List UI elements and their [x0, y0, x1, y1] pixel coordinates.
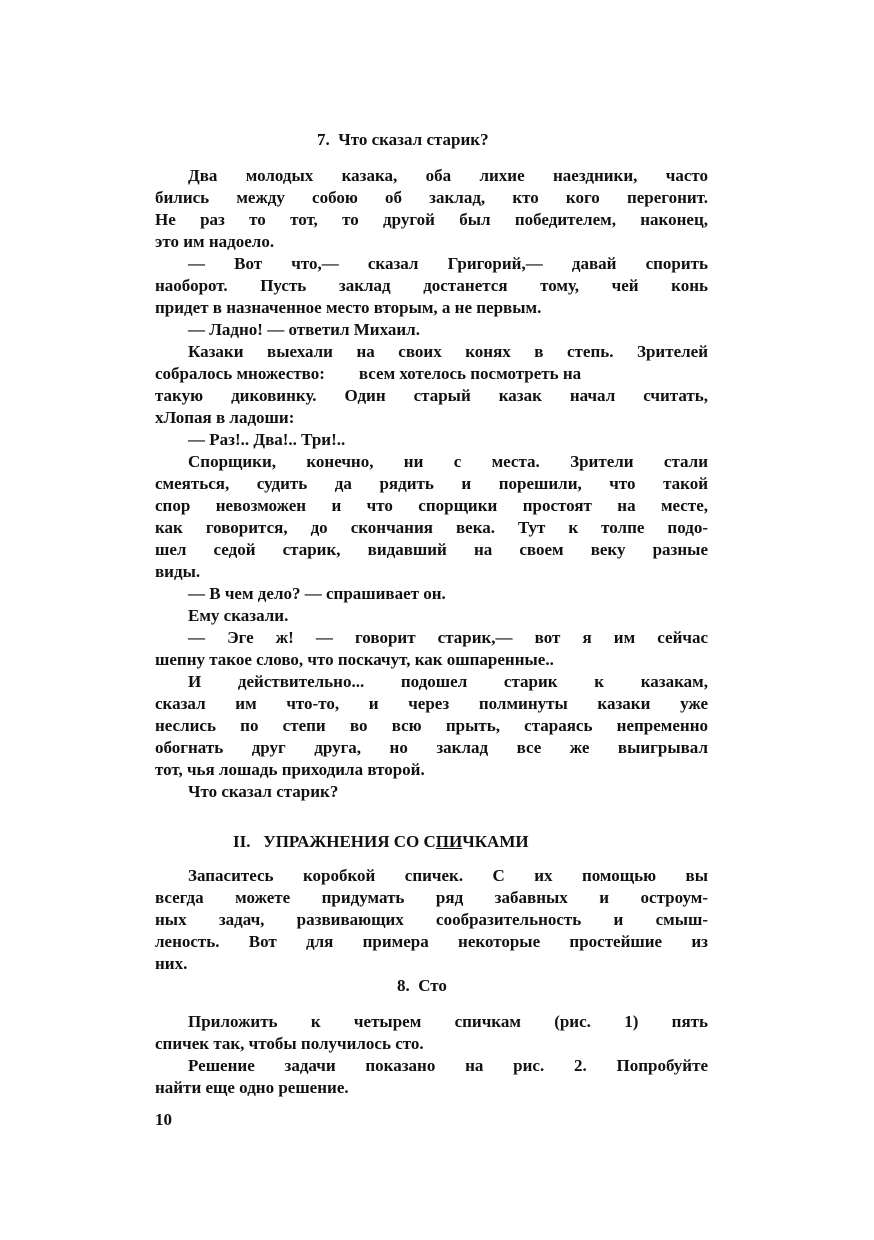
text-line: Приложить к четырем спичкам (рис. 1) пять: [188, 1012, 708, 1031]
problem-7-heading: 7. Что сказал старик?: [317, 130, 489, 149]
text-line: виды.: [155, 562, 201, 581]
text-line: обогнать друг друга, но заклад все же выигрывал: [155, 738, 708, 757]
text-line: наоборот. Пусть заклад достанется тому, чей конь: [155, 276, 708, 295]
text-line: спичек так, чтобы получилось сто.: [155, 1034, 424, 1053]
text-line: шепну такое слово, что поскачут, как ошпаренные..: [155, 650, 554, 669]
text-line: ных задач, развивающих сообразительность и смыш-: [155, 910, 708, 929]
text-line: бились между собою об заклад, кто кого перегонит.: [155, 188, 708, 207]
text-line: как говорится, до скончания века. Тут к толпе подо-: [155, 518, 708, 537]
text-line: всегда можете придумать ряд забавных и остроум-: [155, 888, 708, 907]
problem-8-heading: 8. Сто: [397, 976, 447, 995]
text-line: — В чем дело? — спрашивает он.: [188, 584, 446, 603]
text-line: И действительно... подошел старик к казакам,: [188, 672, 708, 691]
section-heading-post: ЧКАМИ: [462, 832, 529, 851]
page-number: 10: [155, 1110, 172, 1129]
text-line: спор невозможен и что спорщики простоят на месте,: [155, 496, 708, 515]
text-line: придет в назначенное место вторым, а не первым.: [155, 298, 542, 317]
text-line: тот, чья лошадь приходила второй.: [155, 760, 425, 779]
text-line: Запаситесь коробкой спичек. С их помощью вы: [188, 866, 708, 885]
text-line: — Эге ж! — говорит старик,— вот я им сейчас: [188, 628, 708, 647]
text-line: хЛопая в ладоши:: [155, 408, 295, 427]
text-line: такую диковинку. Один старый казак начал считать,: [155, 386, 708, 405]
text-line: Решение задачи показано на рис. 2. Попробуйте: [188, 1056, 708, 1075]
text-line: это им надоело.: [155, 232, 275, 251]
section-heading-underlined: ПИ: [435, 832, 463, 851]
text-line: собралось множество: всем хотелось посмотреть на: [155, 364, 582, 383]
text-line: Ему сказали.: [188, 606, 289, 625]
text-line: неслись по степи во всю прыть, стараясь непременно: [155, 716, 708, 735]
text-line: найти еще одно решение.: [155, 1078, 349, 1097]
text-line: смеяться, судить да рядить и порешили, что такой: [155, 474, 708, 493]
text-line: сказал им что-то, и через полминуты казаки уже: [155, 694, 708, 713]
text-line: Что сказал старик?: [188, 782, 339, 801]
text-line: — Раз!.. Два!.. Три!..: [188, 430, 346, 449]
text-line: Два молодых казака, оба лихие наездники, часто: [188, 166, 708, 185]
text-line: Казаки выехали на своих конях в степь. Зрителей: [188, 342, 708, 361]
text-line: Не раз то тот, то другой был победителем, наконец,: [155, 210, 708, 229]
section-heading-pre: II. УПРАЖНЕНИЯ СО С: [233, 832, 436, 851]
text-line: шел седой старик, видавший на своем веку разные: [155, 540, 708, 559]
section-heading: [233, 830, 529, 854]
text-line: — Ладно! — ответил Михаил.: [188, 320, 420, 339]
text-line: Спорщики, конечно, ни с места. Зрители стали: [188, 452, 708, 471]
text-line: леность. Вот для примера некоторые простейшие из: [155, 932, 708, 951]
text-line: — Вот что,— сказал Григорий,— давай спорить: [188, 254, 708, 273]
text-line: них.: [155, 954, 188, 973]
